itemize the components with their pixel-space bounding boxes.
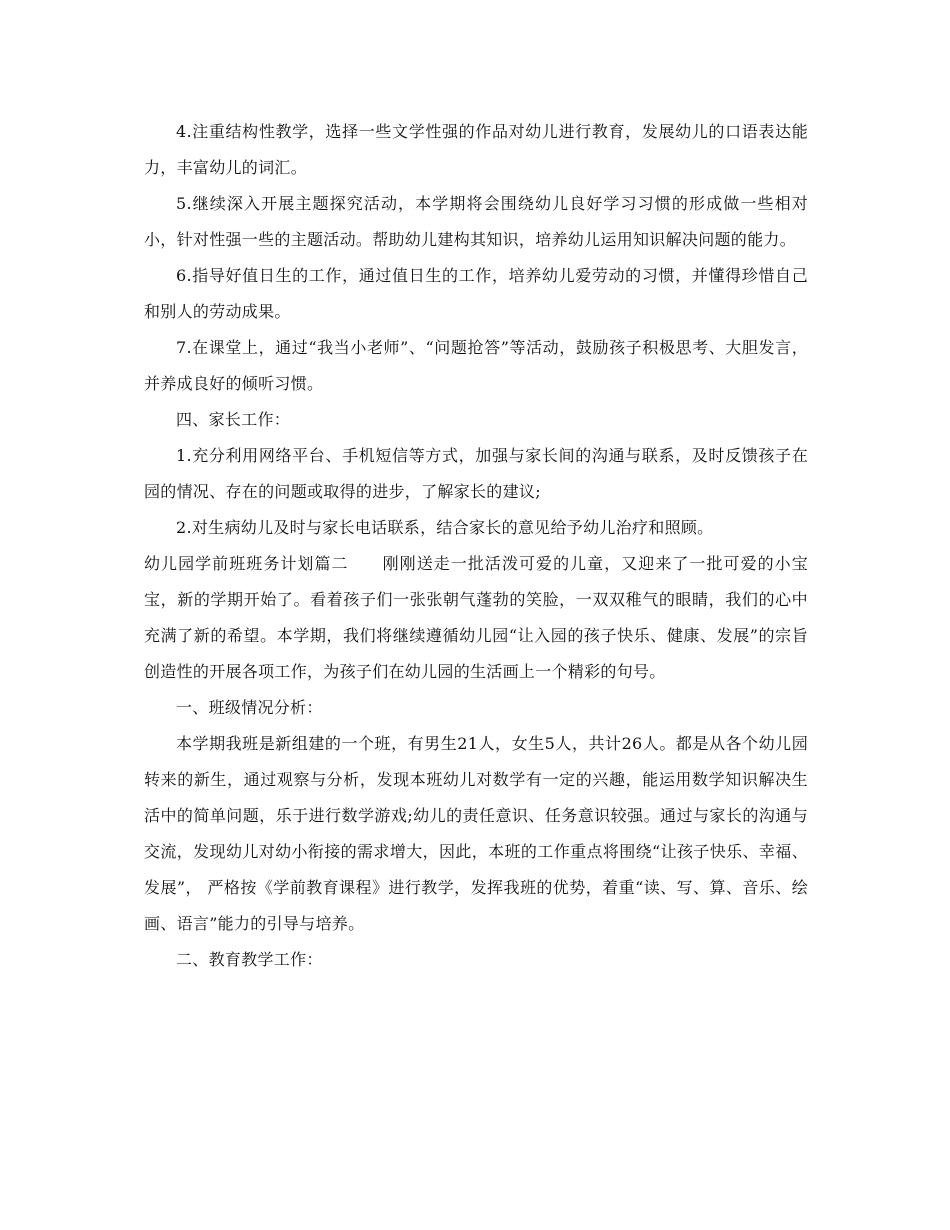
document-page xyxy=(144,114,808,978)
paragraph-item-7: 7.在课堂上，通过“我当小老师”、“问题抢答”等活动，鼓励孩子积极思考、大胆发言，并养成良好的倾听习惯。 xyxy=(144,338,808,393)
paragraph-plan-two-intro: 幼儿园学前班班务计划篇二 刚刚送走一批活泼可爱的儿童，又迎来了一批可爱的小宝宝，新的学期开始了。看着孩子们一张张朝气蓬勃的笑脸，一双双稚气的眼睛，我们的心中充满了新的希望。本学期，我们将继续遵循幼儿园“让入园的孩子快乐、健康、发展”的宗旨创造性的开展各项工作，为孩子们在幼儿园的生活画上一个精彩的句号。 xyxy=(144,554,808,681)
section-heading-class-analysis: 一、班级情况分析： xyxy=(176,698,323,717)
section-heading-teaching-work: 二、教育教学工作： xyxy=(176,950,323,969)
paragraph-item-4: 4.注重结构性教学，选择一些文学性强的作品对幼儿进行教育，发展幼儿的口语表达能力，丰富幼儿的词汇。 xyxy=(144,122,808,177)
paragraph-parent-item-1: 1.充分利用网络平台、手机短信等方式，加强与家长间的沟通与联系，及时反馈孩子在园的情况、存在的问题或取得的进步，了解家长的建议; xyxy=(144,446,808,501)
paragraph-item-5: 5.继续深入开展主题探究活动，本学期将会围绕幼儿良好学习习惯的形成做一些相对小，针对性强一些的主题活动。帮助幼儿建构其知识，培养幼儿运用知识解决问题的能力。 xyxy=(144,194,808,249)
paragraph-parent-item-2: 2.对生病幼儿及时与家长电话联系，结合家长的意见给予幼儿治疗和照顾。 xyxy=(176,518,714,537)
paragraph-item-6: 6.指导好值日生的工作，通过值日生的工作，培养幼儿爱劳动的习惯，并懂得珍惜自己和别人的劳动成果。 xyxy=(144,266,808,321)
paragraph-class-analysis: 本学期我班是新组建的一个班，有男生21人，女生5人，共计26人。都是从各个幼儿园转来的新生，通过观察与分析，发现本班幼儿对数学有一定的兴趣，能运用数学知识解决生活中的简单问题，乐于进行数学游戏;幼儿的责任意识、任务意识较强。通过与家长的沟通与交流，发现幼儿对幼小衔接的需求增大，因此，本班的工作重点将围绕“让孩子快乐、幸福、发展”， 严格按《学前教育课程》进行教学，发挥我班的优势，着重“读、写、算、音乐、绘画、语言”能力的引导与培养。 xyxy=(144,734,808,933)
section-heading-parent-work: 四、家长工作： xyxy=(176,410,291,429)
